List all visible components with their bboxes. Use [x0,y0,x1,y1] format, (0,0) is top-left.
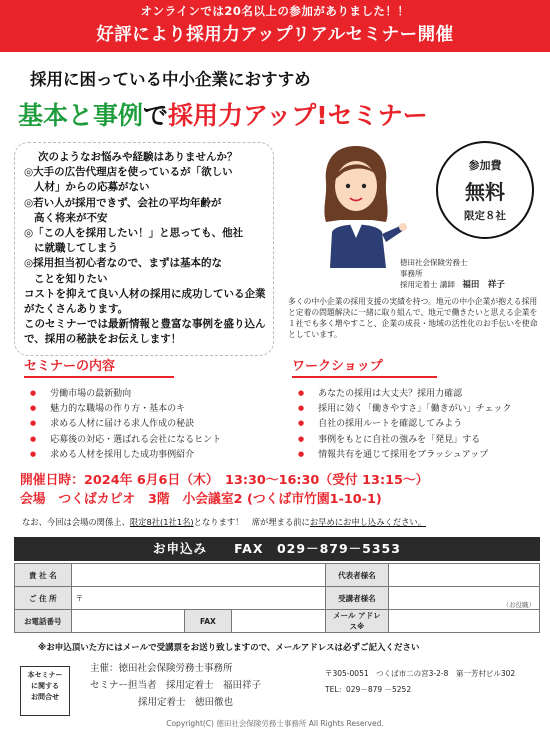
speaker-name: 福田 祥子 [462,280,505,290]
apply-label: お申込み [153,541,208,556]
speaker-illustration [296,140,416,268]
speaker-org: 徳田社会保険労務士 [400,258,468,267]
email-label: メール アドレス※ [326,610,388,633]
list-item: ● 自社の採用ルートを確認してみよう [298,416,542,431]
concern-item: ◎若い人が採用できず、会社の平均年齢が [24,196,222,209]
list-item: ● 労働市場の最新動向 [30,386,264,401]
concerns-text [24,150,270,348]
fax-label: FAX [184,610,232,633]
contact-person1: セミナー担当者 採用定着士 福田祥子 [90,680,262,691]
representative-field[interactable] [388,564,539,587]
seminar-list [24,386,264,462]
title-part2: で [143,101,169,130]
email-note: ※お申込頂いた方にはメールで受講票をお送り致しますので、メールアドレスは必ずご記入ください [38,643,420,653]
speaker-org2: 事務所 [400,269,423,278]
phone-field[interactable] [71,610,184,633]
notice-pre: なお、今回は会場の関係上、 [22,517,130,527]
workshop-list [292,386,542,462]
fax-field[interactable] [232,610,326,633]
concerns-intro: 次のようなお悩みや経験はありませんか？ [38,151,238,163]
company-field[interactable] [71,564,326,587]
badge-line2: 無料 [465,180,505,204]
list-item: ● 求める人材に届ける求人作成の秘訣 [30,416,264,431]
top-banner [0,0,550,52]
list-item: ● 情報共有を通じて採用をブラッシュアップ [298,447,542,462]
notice-limit: 限定8社(1社1名) [129,517,194,527]
address-field[interactable] [71,587,326,610]
notice-mid: となります！ 席が埋まる前に [193,517,310,527]
concern-item: に就職してしまう [34,242,118,255]
title-part3: 採用力アップ!セミナー [168,101,428,130]
list-item: ● 事例をもとに自社の強みを「発見」する [298,432,542,447]
concerns-closing: このセミナーでは最新情報と豊富な事例を盛り込んで、採用の秘訣をお伝えします！ [24,318,266,346]
capacity-notice [22,516,426,528]
free-badge [436,141,534,239]
organizer-info [90,660,261,711]
notice-early: お早めにお申し込みください。 [309,517,427,527]
concern-item: ことを知りたい [34,272,108,285]
speaker-description: 多くの中小企業の採用支援の実績を持つ。地元の中小企業が抱える採用と定着の問題解決に一緒に取り組んで、地元で働きたいと思える企業を１社でも多く増やすこと、企業の成長・地域の活性化のお手伝いを使命としています。 [288,297,538,339]
copyright: Copyright(C) 徳田社会保険労務士事務所 All Rights Reserved. [166,719,384,728]
event-venue: 会場 つくばカピオ 3階 小会議室2 (つくば市竹園1-10-1) [20,492,382,507]
address-info [325,666,515,698]
event-datetime: 開催日時：2024年 6月6日（木） 13:30～16:30（受付 13:15～） [20,473,429,488]
postal-mark: 〒 [75,593,84,603]
host: 主催：徳田社会保険労務士事務所 [90,663,233,674]
speaker-info [400,257,505,291]
email-field[interactable] [388,610,539,633]
list-item: ● 魅力的な職場の作り方・基本のキ [30,401,264,416]
concern-item: ◎「この人を採用したい！」と思っても、他社 [24,227,244,240]
subtitle: 採用に困っている中小企業におすすめ [30,70,311,89]
contact-tel: TEL：029－879 －5252 [325,685,412,694]
banner-line1: オンラインでは20名以上の参加がありました！！ [140,4,410,18]
banner-line2: 好評により採用力アップリアルセミナー開催 [96,25,454,45]
application-form [14,563,540,633]
contact-address: 〒305-0051 つくば市二の宮3-2-8 第一芳村ビル302 [325,669,516,678]
page-title [18,96,428,132]
apply-bar [14,537,540,561]
contact-box-line: 本セミナー [27,671,63,679]
contact-box-line: に関する [31,682,59,690]
concern-item: ◎大手の広告代理店を使っているが「欲しい [24,166,233,179]
apply-fax: FAX 029－879－5353 [234,541,401,556]
seminar-heading: セミナーの内容 [24,359,116,374]
attendee-field[interactable] [388,587,539,610]
phone-label: お電話番号 [15,610,72,633]
list-item: ● 採用に効く「働きやすさ」「働きがい」チェック [298,401,542,416]
speaker-role: 採用定着士 講師 [400,280,455,289]
title-part1: 基本と事例 [18,101,144,130]
badge-line1: 参加費 [468,159,502,172]
workshop-heading: ワークショップ [292,359,383,374]
workshop-section [292,355,542,462]
workshop-heading-underline [292,376,437,378]
concern-item: 高く将来が不安 [34,211,108,224]
contact-person2: 採用定着士 徳田徹也 [138,697,234,708]
attendee-label: 受講者様名 [326,587,388,610]
representative-label: 代表者様名 [326,564,388,587]
seminar-section [24,355,264,462]
concern-item: ◎採用担当初心者なので、まずは基本的な [24,257,222,270]
seminar-heading-underline [24,376,174,378]
company-label: 貴 社 名 [15,564,72,587]
concern-item: 人材」からの応募がない [34,181,150,194]
list-item: ● 応募後の対応・選ばれる会社になるヒント [30,432,264,447]
role-hint: （お役職） [502,601,535,609]
contact-box [20,666,70,716]
event-info [20,471,428,509]
concerns-closing: コストを抑えて良い人材の採用に成功している企業がたくさんあります。 [24,287,266,316]
list-item: ● あなたの採用は大丈夫？採用力確認 [298,386,542,401]
address-label: ご 住 所 [15,587,72,610]
contact-box-line: お問合せ [31,693,59,701]
list-item: ● 求める人材を採用した成功事例紹介 [30,447,264,462]
badge-line3: 限定８社 [464,210,506,222]
